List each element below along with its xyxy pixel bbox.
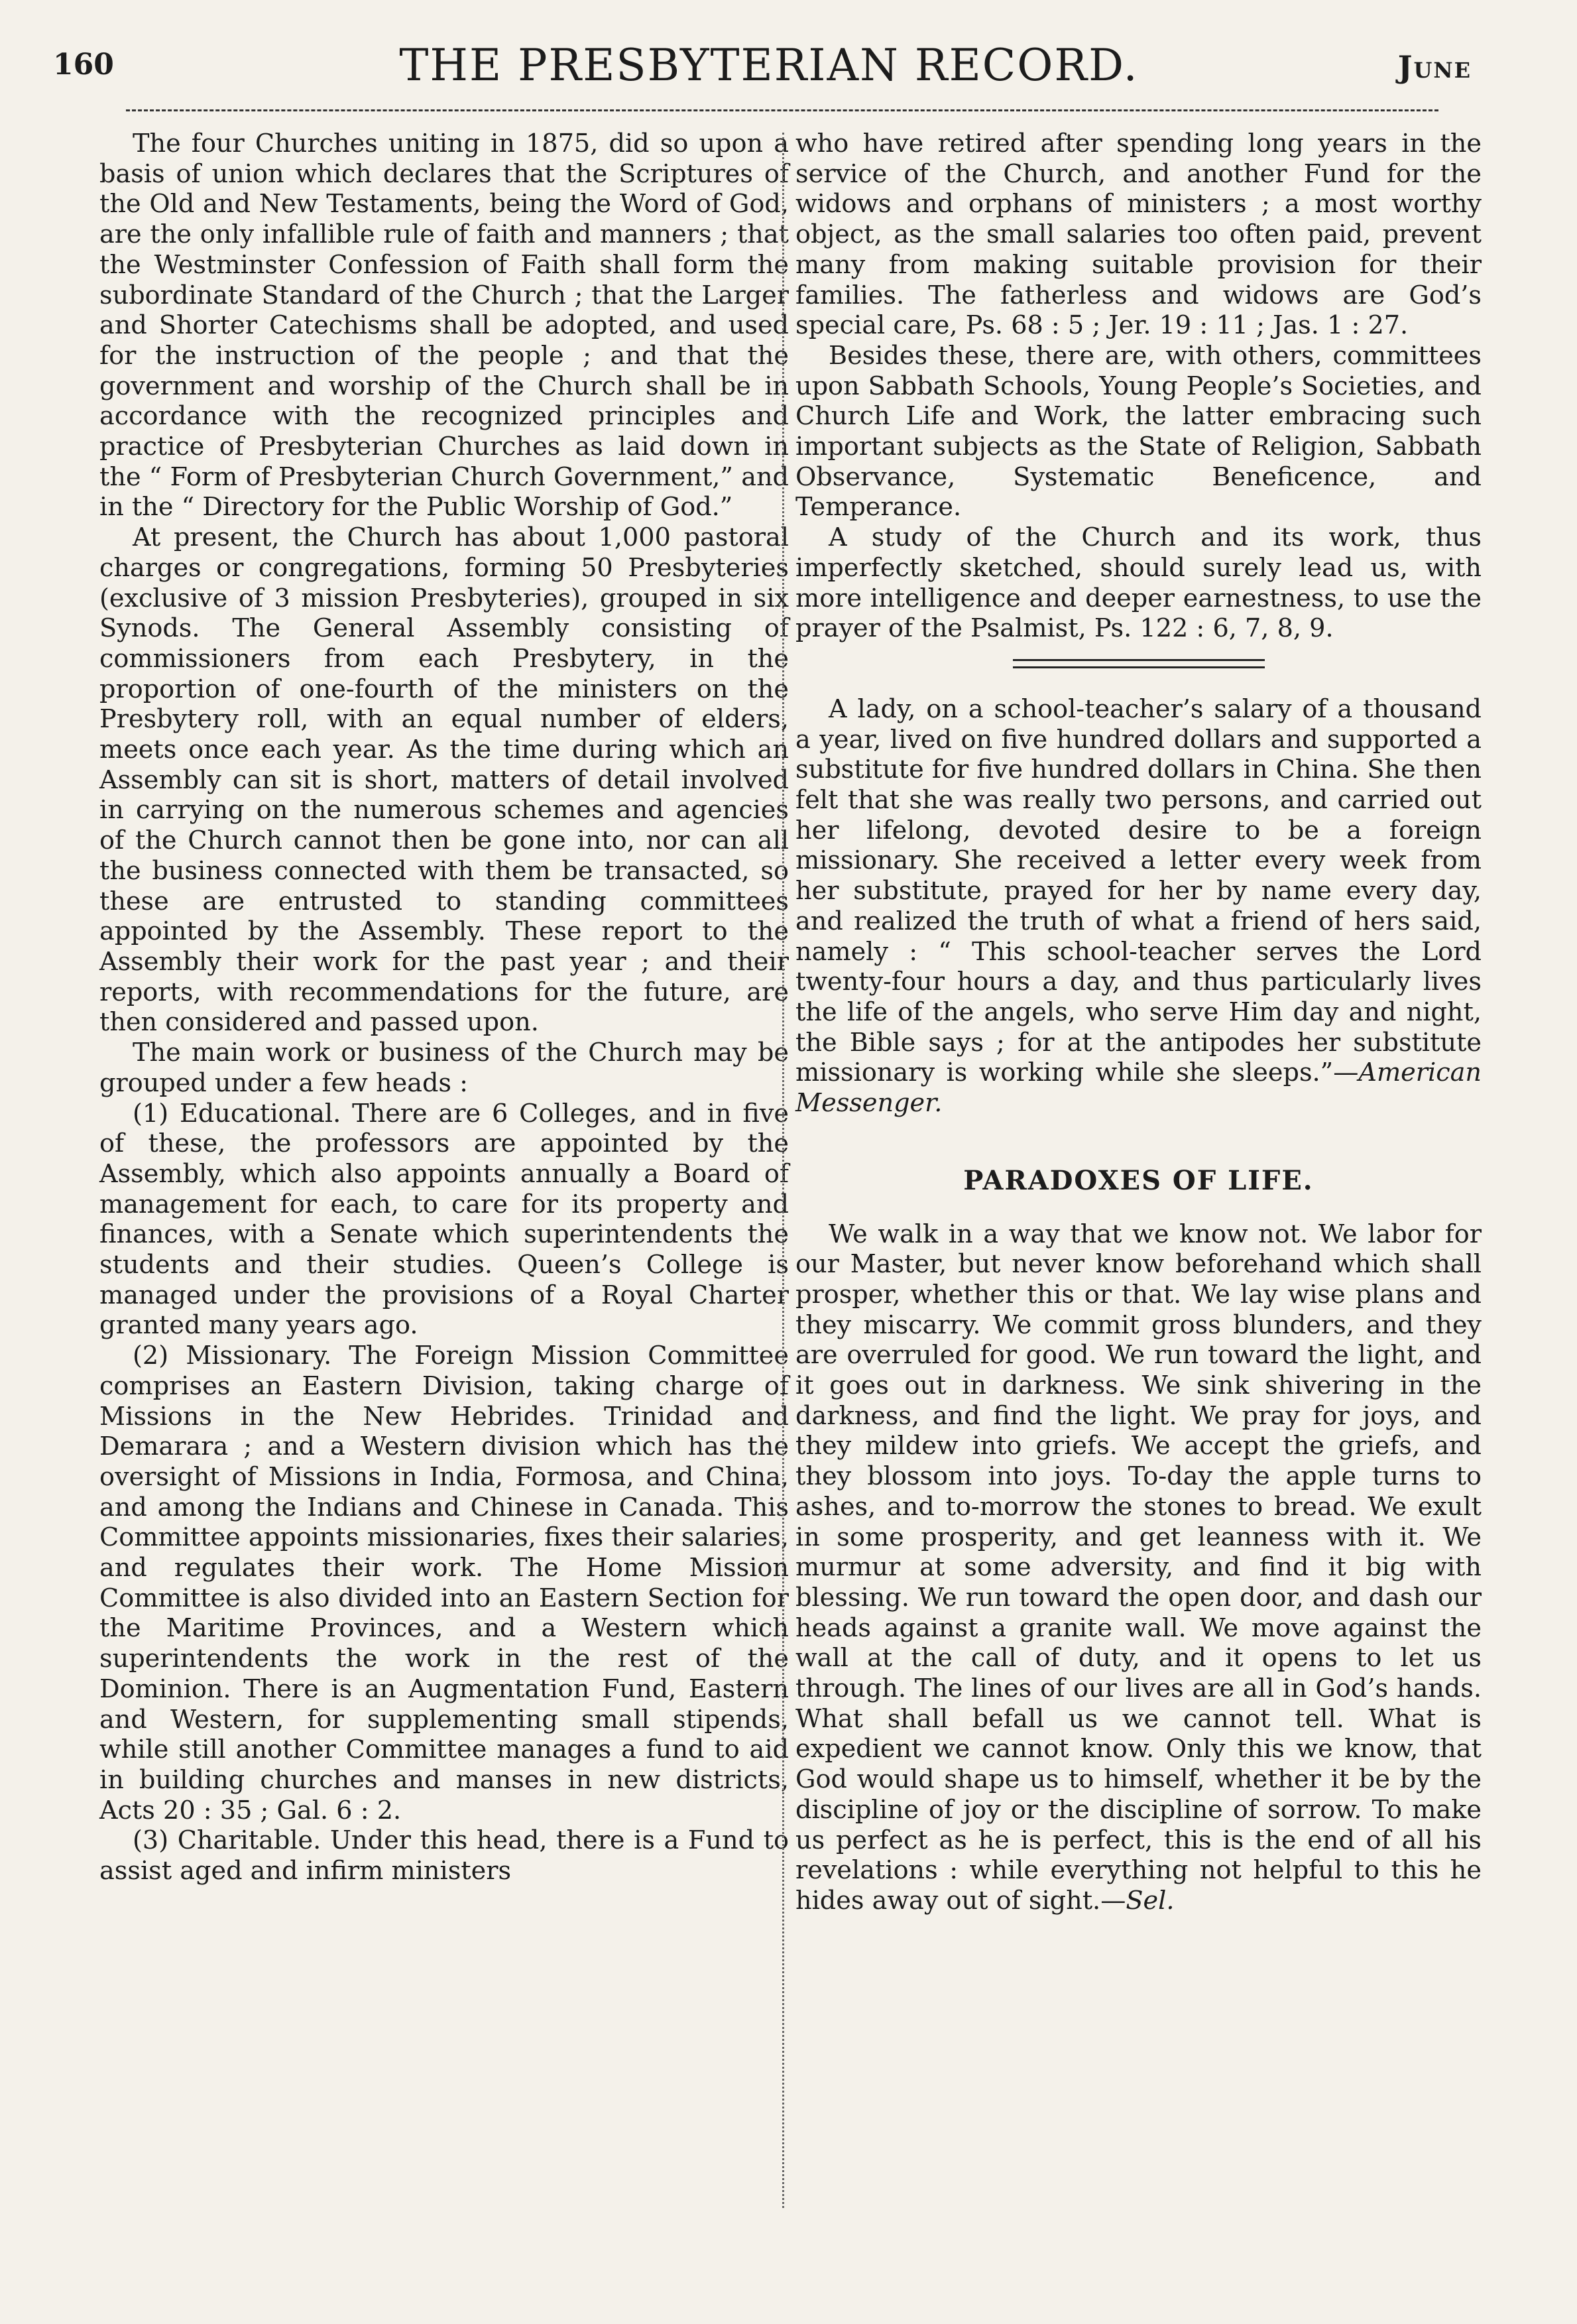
paragraph-lady-teacher — [795, 695, 1482, 1119]
right-column — [795, 129, 1482, 1917]
section-separator — [1013, 659, 1265, 668]
paragraph-church-structure: At present, the Church has about 1,000 pastoral charges or congregations, forming 50 Presbyteries (exclusive of 3 mission Presbyteries), grouped in six Synods. The General Assembly consisting of commissioners from each Presbytery, in the proportion of one-fourth of the ministers on the Presbytery roll, with an equal number of elders, meets once each year. As the time during which an Assembly can sit is short, matters of detail involved in carrying on the numerous schemes and agencies of the Church cannot then be gone into, nor can all the business connected with them be transacted, so these are entrusted to standing committees appointed by the Assembly. These report to the Assembly their work for the past year ; and their reports, with recommendations for the future, are then considered and passed upon. — [99, 523, 789, 1038]
source-american-messenger: American Messenger. — [795, 1058, 1482, 1119]
lady-teacher-text: A lady, on a school-teacher’s salary of a thousand a year, lived on five hundred dollars and supported a substitute for five hundred dollars in China. She then felt that she was really two persons, and carried out her lifelong, devoted desire to be a foreign missionary. She received a letter every week from her substitute, prayed for her by name every day, and realized the truth of what a friend of hers said, namely : “ This school-teacher serves the Lord twenty-four hours a day, and thus particularly lives the life of the angels, who serve Him day and night, the Bible says ; for at the antipodes her substitute missionary is working while she sleeps.”— — [795, 694, 1482, 1088]
page-header — [46, 40, 1491, 93]
paragraph-charitable-cont: who have retired after spending long years in the service of the Church, and another Fund for the widows and orphans of ministers ; a most worthy object, as the small salaries too often paid, prevent many from making suitable provision for their families. The fatherless and widows are God’s special care, Ps. 68 : 5 ; Jer. 19 : 11 ; Jas. 1 : 27. — [795, 129, 1482, 341]
column-divider — [782, 133, 784, 2208]
paragraph-educational: (1) Educational. There are 6 Colleges, and in five of these, the professors are appointed by the Assembly, which also appoints annually a Board of management for each, to care for its property and finances, with a Senate which superintendents the students and their studies. Queen’s College is managed under the provisions of a Royal Charter granted many years ago. — [99, 1099, 789, 1341]
paragraph-paradoxes — [795, 1220, 1482, 1917]
page-number: 160 — [53, 48, 114, 82]
paragraph-study: A study of the Church and its work, thus imperfectly sketched, should surely lead us, with more intelligence and deeper earnestness, to use the prayer of the Psalmist, Ps. 122 : 6, 7, 8, 9. — [795, 523, 1482, 644]
issue-month: June — [1397, 49, 1472, 85]
paragraph-missionary: (2) Missionary. The Foreign Mission Committee comprises an Eastern Division, taking charge of Missions in the New Hebrides. Trinidad and Demarara ; and a Western division which has the oversight of Missions in India, Formosa, and China, and among the Indians and Chinese in Canada. This Committee appoints missionaries, fixes their salaries, and regulates their work. The Home Mission Committee is also divided into an Eastern Section for the Maritime Provinces, and a Western which superintendents the work in the rest of the Dominion. There is an Augmentation Fund, Eastern and Western, for supplementing small stipends, while still another Committee manages a fund to aid in building churches and manses in new districts, Acts 20 : 35 ; Gal. 6 : 2. — [99, 1341, 789, 1825]
paragraph-charitable: (3) Charitable. Under this head, there is a Fund to assist aged and infirm ministers — [99, 1826, 789, 1886]
paragraph-main-work: The main work or business of the Church may be grouped under a few heads : — [99, 1038, 789, 1098]
paragraph-committees: Besides these, there are, with others, committees upon Sabbath Schools, Young People’s Societies, and Church Life and Work, the latter embracing such important subjects as the State of Religion, Sabbath Observance, Systematic Beneficence, and Temperance. — [795, 341, 1482, 522]
source-sel: Sel. — [1126, 1886, 1175, 1916]
paradoxes-text: We walk in a way that we know not. We labor for our Master, but never know beforehand which shall prosper, whether this or that. We lay wise plans and they miscarry. We commit gross blunders, and they are overruled for good. We run toward the light, and it goes out in darkness. We sink shivering in the darkness, and find the light. We pray for joys, and they mildew into griefs. We accept the griefs, and they blossom into joys. To-day the apple turns to ashes, and to-morrow the stones to bread. We exult in some prosperity, and get leanness with it. We murmur at some adversity, and find it big with blessing. We run toward the open door, and dash our heads against a granite wall. We move against the wall at the call of duty, and it opens to let us through. The lines of our lives are all in God’s hands. What shall befall us we cannot tell. What is expedient we cannot know. Only this we know, that God would shape us to himself, whether it be by the discipline of joy or the discipline of sorrow. To make us perfect as he is perfect, this is the end of all his revelations : while everything not helpful to this he hides away out of sight.— — [795, 1219, 1482, 1916]
header-rule — [126, 109, 1438, 111]
paragraph-union-basis: The four Churches uniting in 1875, did so upon a basis of union which declares that the Scriptures of the Old and New Testaments, being the Word of God, are the only infallible rule of faith and manners ; that the Westminster Confession of Faith shall form the subordinate Standard of the Church ; that the Larger and Shorter Catechisms shall be adopted, and used for the instruction of the people ; and that the government and worship of the Church shall be in accordance with the recognized principles and practice of Presbyterian Churches as laid down in the “ Form of Presbyterian Church Government,” and in the “ Directory for the Public Worship of God.” — [99, 129, 789, 522]
journal-title: THE PRESBYTERIAN RECORD. — [399, 40, 1139, 91]
left-column — [99, 129, 789, 1887]
section-title-paradoxes: PARADOXES OF LIFE. — [963, 1164, 1314, 1196]
